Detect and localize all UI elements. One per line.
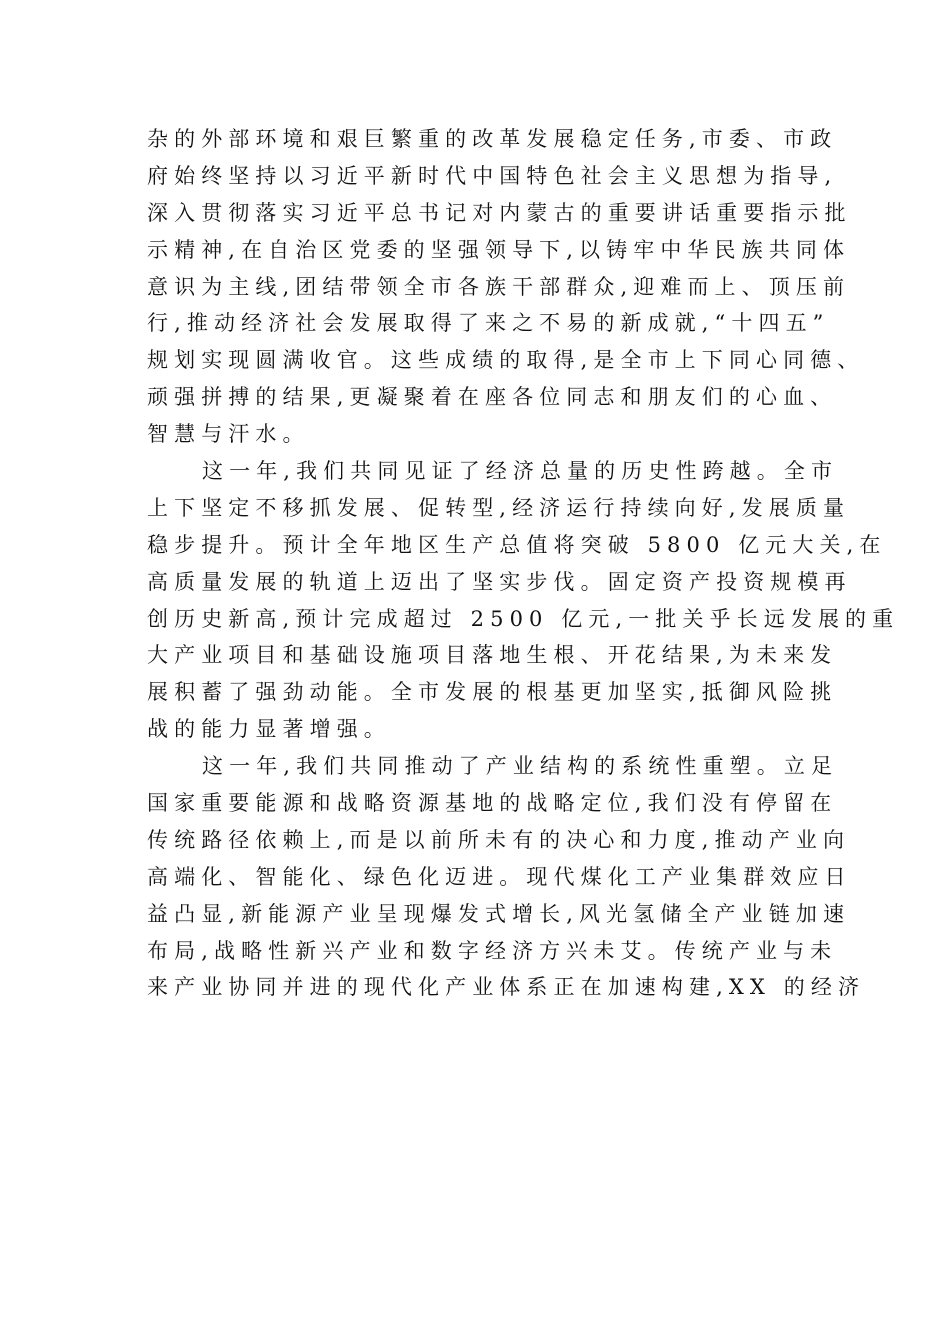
text-line: 益凸显,新能源产业呈现爆发式增长,风光氢储全产业链加速 [147, 901, 851, 926]
text-line: 布局,战略性新兴产业和数字经济方兴未艾。传统产业与未 [147, 938, 838, 963]
text-line: 高端化、智能化、绿色化迈进。现代煤化工产业集群效应日 [147, 864, 852, 889]
text-line: 战的能力显著增强。 [147, 717, 391, 742]
text-line: 这一年,我们共同推动了产业结构的系统性重塑。立足 [202, 754, 839, 779]
text-line: 示精神,在自治区党委的坚强领导下,以铸牢中华民族共同体 [147, 237, 851, 262]
text-line: 规划实现圆满收官。这些成绩的取得,是全市上下同心同德、 [147, 348, 865, 373]
text-line: 顽强拼搏的结果,更凝聚着在座各位同志和朋友们的心血、 [147, 385, 838, 410]
paragraph-3 [147, 748, 866, 1006]
text-line: 行,推动经济社会发展取得了来之不易的新成就,“十四五” [147, 311, 830, 336]
text-line: 府始终坚持以习近平新时代中国特色社会主义思想为指导, [147, 163, 838, 188]
text-line: 来产业协同并进的现代化产业体系正在加速构建,XX 的经济 [147, 975, 866, 1000]
text-line: 深入贯彻落实习近平总书记对内蒙古的重要讲话重要指示批 [147, 200, 852, 225]
text-line: 意识为主线,团结带领全市各族干部群众,迎难而上、顶压前 [147, 274, 851, 299]
text-line: 展积蓄了强劲动能。全市发展的根基更加坚实,抵御风险挑 [147, 680, 838, 705]
text-line: 大产业项目和基础设施项目落地生根、开花结果,为未来发 [147, 643, 838, 668]
paragraph-2 [147, 453, 900, 748]
document-page [147, 121, 900, 1006]
text-line: 智慧与汗水。 [147, 422, 310, 447]
text-line: 这一年,我们共同见证了经济总量的历史性跨越。全市 [202, 459, 839, 484]
text-line: 创历史新高,预计完成超过 2500 亿元,一批关乎长远发展的重 [147, 606, 900, 631]
text-line: 杂的外部环境和艰巨繁重的改革发展稳定任务,市委、市政 [147, 127, 838, 151]
text-line: 传统路径依赖上,而是以前所未有的决心和力度,推动产业向 [147, 827, 851, 852]
text-line: 上下坚定不移抓发展、促转型,经济运行持续向好,发展质量 [147, 495, 851, 520]
paragraph-1 [147, 121, 865, 453]
text-line: 国家重要能源和战略资源基地的战略定位,我们没有停留在 [147, 791, 838, 816]
text-line: 高质量发展的轨道上迈出了坚实步伐。固定资产投资规模再 [147, 569, 852, 594]
text-line: 稳步提升。预计全年地区生产总值将突破 5800 亿元大关,在 [147, 532, 887, 557]
